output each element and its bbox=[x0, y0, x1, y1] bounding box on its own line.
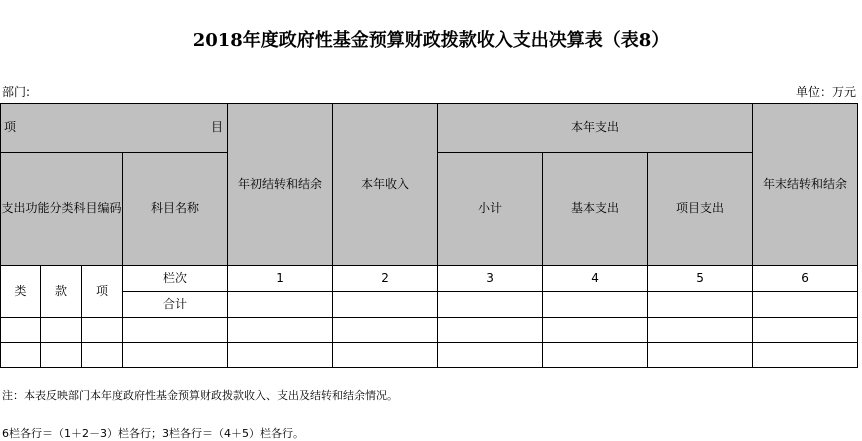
table-cell bbox=[438, 292, 543, 318]
header-xiang2: 项 bbox=[82, 266, 123, 318]
table-cell bbox=[543, 292, 648, 318]
header-xiang: 项 bbox=[4, 120, 17, 135]
col-number: 2 bbox=[333, 266, 438, 292]
header-basic: 基本支出 bbox=[543, 153, 648, 266]
header-income: 本年收入 bbox=[333, 104, 438, 266]
header-begin-balance: 年初结转和结余 bbox=[228, 104, 333, 266]
col-number: 6 bbox=[753, 266, 858, 292]
page-title: 2018年度政府性基金预算财政拨款收入支出决算表（表8） bbox=[192, 30, 670, 51]
col-number: 5 bbox=[648, 266, 753, 292]
table-cell bbox=[333, 292, 438, 318]
header-kuan: 款 bbox=[41, 266, 82, 318]
note-line-1: 注：本表反映部门本年度政府性基金预算财政拨款收入、支出及结转和结余情况。 bbox=[2, 389, 398, 402]
department-label: 部门: bbox=[2, 85, 31, 99]
lanci-label: 栏次 bbox=[123, 266, 228, 292]
col-number: 4 bbox=[543, 266, 648, 292]
col-number: 1 bbox=[228, 266, 333, 292]
table-row bbox=[1, 318, 858, 343]
col-number: 3 bbox=[438, 266, 543, 292]
unit-label: 单位：万元 bbox=[795, 85, 856, 99]
header-subtotal: 小计 bbox=[438, 153, 543, 266]
header-lei: 类 bbox=[1, 266, 41, 318]
table-cell bbox=[648, 292, 753, 318]
table-row bbox=[1, 343, 858, 368]
header-xiang-mu bbox=[1, 104, 228, 153]
total-label: 合计 bbox=[123, 292, 228, 318]
header-project: 项目支出 bbox=[648, 153, 753, 266]
table-cell bbox=[753, 292, 858, 318]
table-cell bbox=[228, 292, 333, 318]
budget-table bbox=[0, 103, 858, 368]
header-mu: 目 bbox=[211, 120, 224, 135]
header-expense-group: 本年支出 bbox=[438, 104, 753, 153]
header-end-balance: 年末结转和结余 bbox=[753, 104, 858, 266]
note-line-2: 6栏各行＝（1＋2－3）栏各行；3栏各行＝（4＋5）栏各行。 bbox=[2, 427, 304, 440]
header-name-col: 科目名称 bbox=[123, 153, 228, 266]
header-code-col: 支出功能分类科目编码 bbox=[1, 153, 123, 266]
